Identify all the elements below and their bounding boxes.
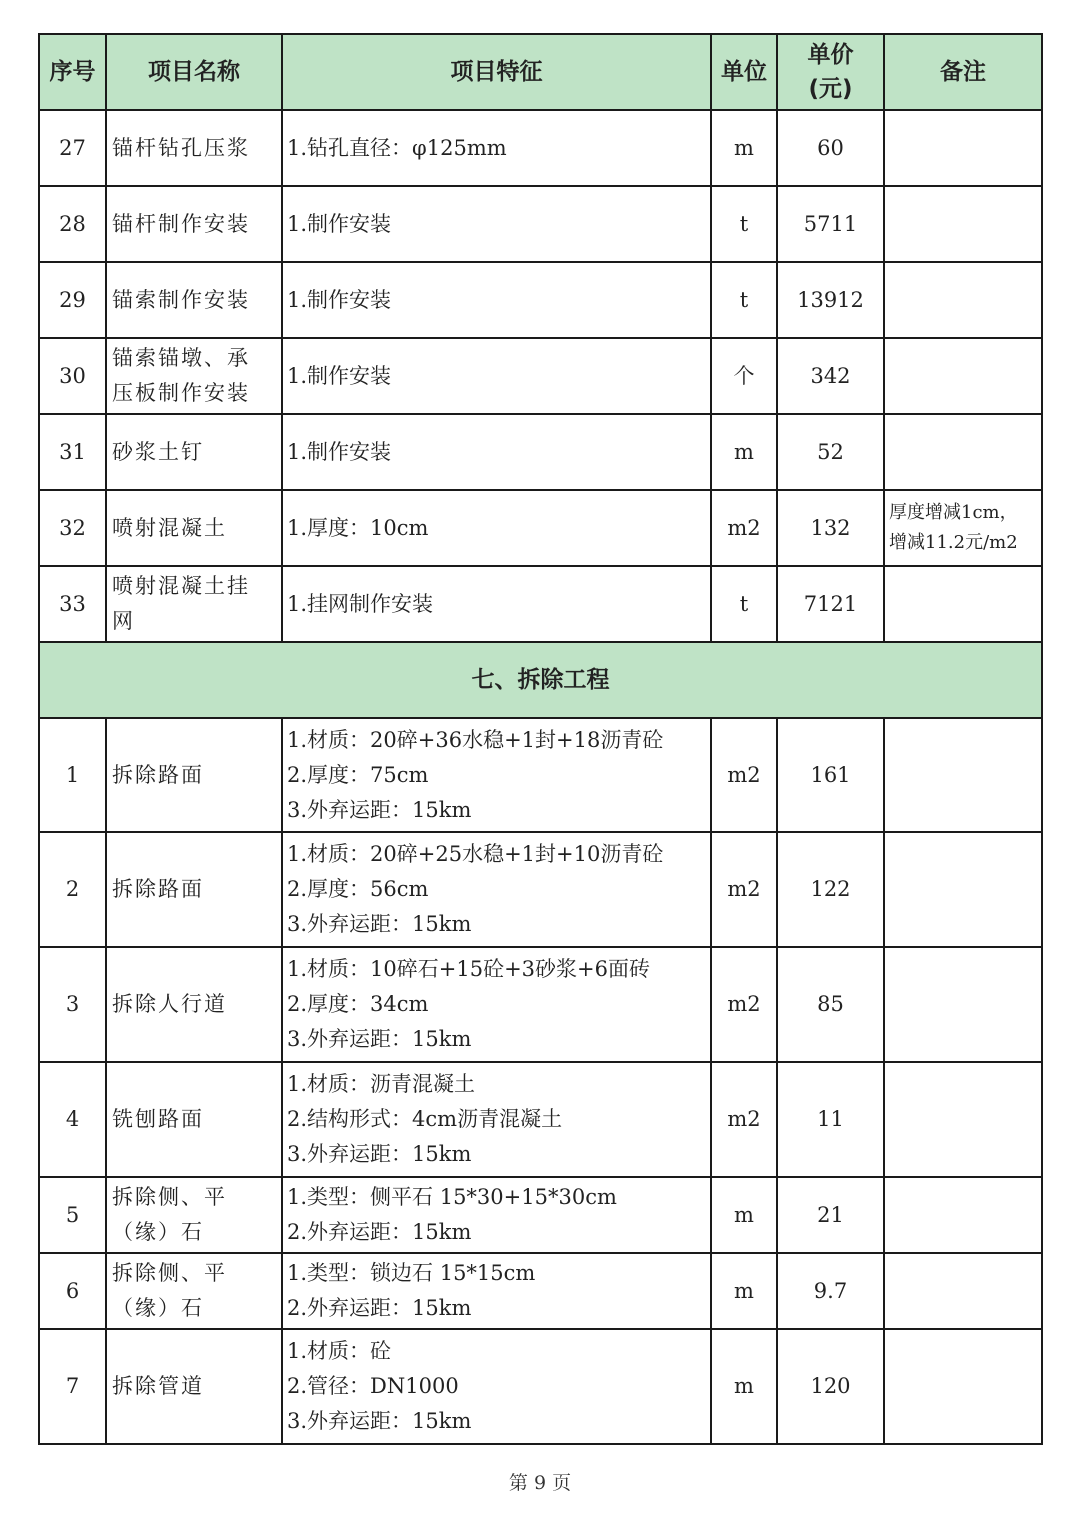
- cell-feature-line: 3.外弃运距：15km: [287, 797, 472, 822]
- price-table: [38, 33, 1043, 1445]
- cell-feature-line: 1.钻孔直径：φ125mm: [287, 135, 507, 160]
- cell-name-line: 砂浆土钉: [112, 439, 204, 464]
- table-row: [39, 1329, 1042, 1444]
- cell-feature: [282, 1253, 711, 1329]
- cell-feature-line: 1.制作安装: [287, 211, 392, 236]
- cell-feature: [282, 338, 711, 414]
- cell-price: 11: [777, 1062, 884, 1177]
- cell-feature: [282, 490, 711, 566]
- cell-no: 7: [39, 1329, 106, 1444]
- cell-note: [884, 186, 1042, 262]
- cell-feature-line: 3.外弃运距：15km: [287, 1142, 472, 1166]
- cell-name-line: 喷射混凝土: [112, 515, 227, 540]
- cell-feature-line: 2.外弃运距：15km: [287, 1220, 472, 1244]
- table-row: [39, 1062, 1042, 1177]
- section-title: 七、拆除工程: [39, 642, 1042, 718]
- cell-name-line: 喷射混凝土挂: [112, 574, 250, 598]
- table-row: [39, 566, 1042, 642]
- cell-feature-line: 1.制作安装: [287, 363, 392, 388]
- cell-price: 342: [777, 338, 884, 414]
- cell-name-line: 锚杆钻孔压浆: [112, 135, 250, 160]
- cell-feature-line: 2.厚度：75cm: [287, 762, 429, 787]
- cell-name-line: 锚索制作安装: [112, 287, 250, 312]
- cell-feature-line: 2.结构形式：4cm沥青混凝土: [287, 1107, 563, 1131]
- cell-no: 30: [39, 338, 106, 414]
- header-price-line2: (元): [808, 76, 853, 102]
- cell-name: [106, 338, 282, 414]
- cell-name: [106, 1177, 282, 1253]
- header-unit: 单位: [711, 34, 777, 110]
- cell-unit: m: [711, 1329, 777, 1444]
- cell-feature-line: 3.外弃运距：15km: [287, 1409, 472, 1433]
- cell-feature-line: 1.类型：侧平石 15*30+15*30cm: [287, 1185, 617, 1209]
- cell-unit: t: [711, 566, 777, 642]
- cell-name-line: 铣刨路面: [112, 1107, 204, 1131]
- cell-no: 28: [39, 186, 106, 262]
- cell-name: [106, 186, 282, 262]
- cell-feature-line: 1.材质：砼: [287, 1339, 392, 1363]
- cell-name-line: （缘）石: [112, 1296, 204, 1320]
- table-body-support: [39, 110, 1042, 642]
- cell-note: [884, 566, 1042, 642]
- table-row: [39, 414, 1042, 490]
- cell-feature-line: 3.外弃运距：15km: [287, 912, 472, 936]
- cell-name-line: 网: [112, 609, 135, 633]
- table-row: [39, 832, 1042, 947]
- cell-price: 21: [777, 1177, 884, 1253]
- cell-price: 120: [777, 1329, 884, 1444]
- cell-feature-line: 1.材质：沥青混凝土: [287, 1072, 476, 1096]
- table-row: [39, 718, 1042, 832]
- cell-unit: m: [711, 1177, 777, 1253]
- cell-note: [884, 832, 1042, 947]
- cell-unit: t: [711, 186, 777, 262]
- cell-feature: [282, 186, 711, 262]
- cell-note: [884, 110, 1042, 186]
- cell-price: 13912: [777, 262, 884, 338]
- cell-unit: m: [711, 1253, 777, 1329]
- cell-feature-line: 2.外弃运距：15km: [287, 1296, 472, 1320]
- cell-name: [106, 718, 282, 832]
- cell-name-line: 拆除管道: [112, 1374, 204, 1398]
- cell-no: 1: [39, 718, 106, 832]
- cell-name: [106, 1253, 282, 1329]
- cell-feature: [282, 947, 711, 1062]
- cell-name: [106, 414, 282, 490]
- cell-note: [884, 718, 1042, 832]
- cell-unit: m2: [711, 947, 777, 1062]
- header-no: 序号: [39, 34, 106, 110]
- cell-feature: [282, 1177, 711, 1253]
- cell-unit: t: [711, 262, 777, 338]
- cell-name: [106, 110, 282, 186]
- cell-feature: [282, 262, 711, 338]
- cell-feature-line: 1.挂网制作安装: [287, 591, 434, 616]
- cell-note: [884, 1062, 1042, 1177]
- cell-feature-line: 3.外弃运距：15km: [287, 1027, 472, 1051]
- cell-name: [106, 1329, 282, 1444]
- cell-price: 5711: [777, 186, 884, 262]
- cell-feature-line: 1.制作安装: [287, 439, 392, 464]
- header-price-line1: 单价: [807, 42, 854, 68]
- cell-unit: m2: [711, 718, 777, 832]
- cell-price: 161: [777, 718, 884, 832]
- cell-note-line: 增减11.2元/m2: [889, 532, 1018, 553]
- cell-note: [884, 490, 1042, 566]
- cell-feature-line: 1.材质：20碎+36水稳+1封+18沥青砼: [287, 727, 664, 752]
- cell-name-line: 拆除人行道: [112, 992, 227, 1016]
- cell-feature-line: 2.管径：DN1000: [287, 1374, 459, 1398]
- cell-name-line: 拆除侧、平: [112, 1185, 227, 1209]
- cell-price: 7121: [777, 566, 884, 642]
- cell-unit: m2: [711, 490, 777, 566]
- cell-name-line: 锚索锚墩、承: [112, 346, 250, 370]
- cell-price: 9.7: [777, 1253, 884, 1329]
- cell-price: 60: [777, 110, 884, 186]
- cell-no: 2: [39, 832, 106, 947]
- header-price: [777, 34, 884, 110]
- cell-price: 52: [777, 414, 884, 490]
- table-row: [39, 947, 1042, 1062]
- cell-feature: [282, 832, 711, 947]
- cell-name-line: 拆除路面: [112, 877, 204, 901]
- cell-feature-line: 1.材质：10碎石+15砼+3砂浆+6面砖: [287, 957, 650, 981]
- table-header-row: [39, 34, 1042, 110]
- cell-price: 132: [777, 490, 884, 566]
- cell-name: [106, 490, 282, 566]
- cell-feature: [282, 1329, 711, 1444]
- cell-feature-line: 2.厚度：56cm: [287, 877, 429, 901]
- cell-feature: [282, 566, 711, 642]
- cell-feature-line: 1.材质：20碎+25水稳+1封+10沥青砼: [287, 842, 664, 866]
- cell-name: [106, 566, 282, 642]
- table-row: [39, 110, 1042, 186]
- cell-feature: [282, 110, 711, 186]
- table-row: [39, 1253, 1042, 1329]
- cell-no: 3: [39, 947, 106, 1062]
- cell-feature-line: 1.类型：锁边石 15*15cm: [287, 1261, 536, 1285]
- cell-note: [884, 1253, 1042, 1329]
- cell-price: 85: [777, 947, 884, 1062]
- cell-no: 33: [39, 566, 106, 642]
- cell-unit: 个: [711, 338, 777, 414]
- cell-name-line: 压板制作安装: [112, 381, 250, 405]
- cell-feature-line: 2.厚度：34cm: [287, 992, 429, 1016]
- table-row: [39, 490, 1042, 566]
- cell-feature-line: 1.厚度：10cm: [287, 515, 429, 540]
- header-name: 项目名称: [106, 34, 282, 110]
- cell-feature-line: 1.制作安装: [287, 287, 392, 312]
- cell-feature: [282, 414, 711, 490]
- cell-note: [884, 414, 1042, 490]
- cell-note: [884, 1329, 1042, 1444]
- cell-name: [106, 832, 282, 947]
- cell-note: [884, 1177, 1042, 1253]
- cell-no: 6: [39, 1253, 106, 1329]
- cell-name-line: （缘）石: [112, 1220, 204, 1244]
- cell-no: 31: [39, 414, 106, 490]
- cell-unit: m2: [711, 1062, 777, 1177]
- table-body-demolition: [39, 718, 1042, 1444]
- table-row: [39, 262, 1042, 338]
- cell-no: 4: [39, 1062, 106, 1177]
- cell-no: 32: [39, 490, 106, 566]
- table-row: [39, 1177, 1042, 1253]
- cell-no: 27: [39, 110, 106, 186]
- cell-name: [106, 947, 282, 1062]
- page-footer: 第 9 页: [508, 1472, 572, 1494]
- cell-name-line: 拆除侧、平: [112, 1261, 227, 1285]
- cell-feature: [282, 1062, 711, 1177]
- cell-unit: m: [711, 414, 777, 490]
- cell-name-line: 锚杆制作安装: [112, 211, 250, 236]
- cell-feature: [282, 718, 711, 832]
- cell-name: [106, 1062, 282, 1177]
- header-note: 备注: [884, 34, 1042, 110]
- cell-no: 5: [39, 1177, 106, 1253]
- cell-unit: m: [711, 110, 777, 186]
- cell-note: [884, 262, 1042, 338]
- cell-note-line: 厚度增减1cm，: [889, 502, 1018, 523]
- cell-note: [884, 338, 1042, 414]
- cell-note: [884, 947, 1042, 1062]
- table-row: [39, 186, 1042, 262]
- cell-price: 122: [777, 832, 884, 947]
- cell-unit: m2: [711, 832, 777, 947]
- cell-name: [106, 262, 282, 338]
- table-row: [39, 338, 1042, 414]
- cell-no: 29: [39, 262, 106, 338]
- header-feature: 项目特征: [282, 34, 711, 110]
- cell-name-line: 拆除路面: [112, 762, 204, 787]
- section-row: [39, 642, 1042, 718]
